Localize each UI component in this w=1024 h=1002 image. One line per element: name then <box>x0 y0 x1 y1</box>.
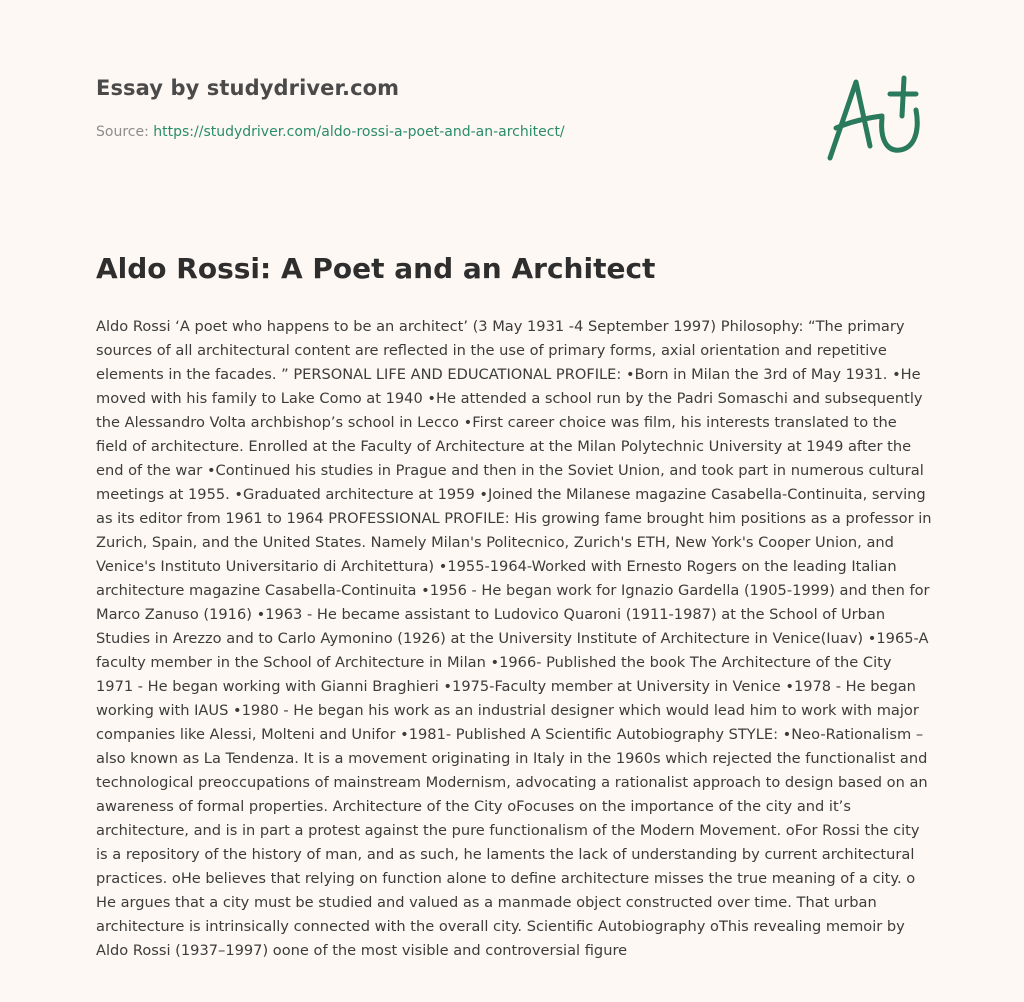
source-line <box>96 124 565 140</box>
a-plus-grade-icon <box>820 66 930 166</box>
essay-body: Aldo Rossi ‘A poet who happens to be an architect’ (3 May 1931 -4 September 1997) Philosophy: “The primary sources of all architectural content are reflected in the use of primary forms, axial orientation and repetitive elements in the facades. ” PERSONAL LIFE AND EDUCATIONAL PROFILE: •Born in Milan the 3rd of May 1931. •He moved with his family to Lake Como at 1940 •He attended a school run by the Padri Somaschi and subsequently the Alessandro Volta archbishop’s school in Lecco •First career choice was film, his interests translated to the field of architecture. Enrolled at the Faculty of Architecture at the Milan Polytechnic University at 1949 after the end of the war •Continued his studies in Prague and then in the Soviet Union, and took part in numerous cultural meetings at 1955. •Graduated architecture at 1959 •Joined the Milanese magazine Casabella-Continuita, serving as its editor from 1961 to 1964 PROFESSIONAL PROFILE: His growing fame brought him positions as a professor in Zurich, Spain, and the United States. Namely Milan's Politecnico, Zurich's ETH, New York's Cooper Union, and Venice's Instituto Universitario di Architettura) •1955-1964-Worked with Ernesto Rogers on the leading Italian architecture magazine Casabella-Continuita •1956 - He began work for Ignazio Gardella (1905-1999) and then for Marco Zanuso (1916) •1963 - He became assistant to Ludovico Quaroni (1911-1987) at the School of Urban Studies in Arezzo and to Carlo Aymonino (1926) at the University Institute of Architecture in Venice(Iuav) •1965-A faculty member in the School of Architecture in Milan •1966- Published the book The Architecture of the City 1971 - He began working with Gianni Braghieri •1975-Faculty member at University in Venice •1978 - He began working with IAUS •1980 - He began his work as an industrial designer which would lead him to work with major companies like Alessi, Molteni and Unifor •1981- Published A Scientific Autobiography STYLE: •Neo-Rationalism – also known as La Tendenza. It is a movement originating in Italy in the 1960s which rejected the functionalist and technological preoccupations of mainstream Modernism, advocating a rationalist approach to design based on an awareness of formal properties. Architecture of the City oFocuses on the importance of the city and it’s architecture, and is in part a protest against the pure functionalism of the Modern Movement. oFor Rossi the city is a repository of the history of man, and as such, he laments the lack of understanding by current architectural practices. oHe believes that relying on function alone to define architecture misses the true meaning of a city. o He argues that a city must be studied and valued as a manmade object constructed over time. That urban architecture is intrinsically connected with the overall city. Scientific Autobiography oThis revealing memoir by Aldo Rossi (1937–1997) oone of the most visible and controversial figure <box>96 318 932 959</box>
source-link[interactable]: https://studydriver.com/aldo-rossi-a-poet-and-an-architect/ <box>153 124 565 140</box>
site-brand: Essay by studydriver.com <box>96 76 400 100</box>
source-label: Source: <box>96 124 154 140</box>
essay-title: Aldo Rossi: A Poet and an Architect <box>96 252 656 285</box>
